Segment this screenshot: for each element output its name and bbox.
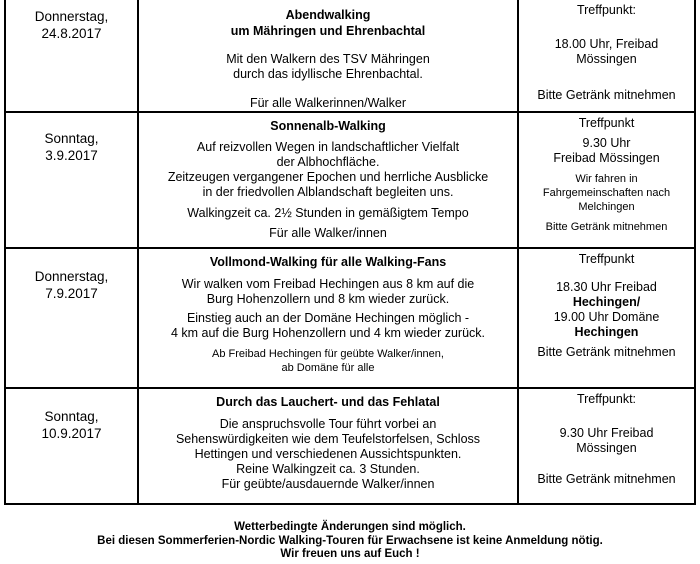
meeting-time-place: Freibad Mössingen	[553, 151, 660, 165]
event-date: 3.9.2017	[45, 148, 98, 163]
meeting-time-place: 18.30 Uhr Freibad	[556, 280, 657, 294]
event-weekday: Sonntag,	[44, 409, 99, 424]
meeting-time-place: 18.00 Uhr, Freibad	[554, 37, 659, 51]
event-description-cell	[138, 388, 518, 504]
meeting-place: Hechingen/	[572, 295, 641, 309]
event-row	[5, 248, 695, 388]
event-date-cell	[5, 388, 138, 504]
drink-note: Bitte Getränk mitnehmen	[537, 88, 676, 102]
event-meeting-cell	[518, 112, 695, 248]
event-row	[5, 112, 695, 248]
event-description: Sehenswürdigkeiten wie dem Teufelstorfelsen, Schloss	[175, 432, 481, 446]
event-title: Durch das Lauchert- und das Fehlatal	[216, 395, 440, 409]
event-audience: ab Domäne für alle	[281, 362, 375, 374]
meeting-time-place: Mössingen	[576, 52, 637, 66]
event-row	[5, 388, 695, 504]
meeting-time-place: 9.30 Uhr Freibad	[559, 426, 654, 440]
event-description: 4 km auf die Burg Hohenzollern und 4 km wieder zurück.	[170, 326, 486, 340]
event-description: Hettingen und verschiedenen Aussichtspunkten.	[194, 447, 462, 461]
event-meeting-cell	[518, 0, 695, 112]
event-title: Vollmond-Walking für alle Walking-Fans	[209, 255, 447, 269]
event-description-cell	[138, 0, 518, 112]
meeting-label: Treffpunkt	[578, 116, 635, 130]
event-description: Einstieg auch an der Domäne Hechingen möglich -	[186, 311, 470, 325]
event-weekday: Donnerstag,	[34, 9, 109, 24]
drink-note: Bitte Getränk mitnehmen	[545, 221, 668, 233]
event-date-cell	[5, 0, 138, 112]
event-duration: Walkingzeit ca. 2½ Stunden in gemäßigtem Tempo	[187, 206, 469, 220]
event-meeting-cell	[518, 248, 695, 388]
event-description: Mit den Walkern des TSV Mähringen	[226, 52, 430, 66]
carpool-note: Wir fahren in	[575, 173, 638, 185]
event-row	[5, 0, 695, 112]
event-audience: Für geübte/ausdauernde Walker/innen	[221, 477, 435, 491]
meeting-time-place: 19.00 Uhr Domäne	[553, 310, 660, 324]
event-description: der Albhochfläche.	[276, 155, 380, 169]
event-audience: Für alle Walker/innen	[269, 226, 387, 240]
footer-line: Wetterbedingte Änderungen sind möglich.	[234, 521, 466, 533]
footer-line: Bei diesen Sommerferien-Nordic Walking-Touren für Erwachsene ist keine Anmeldung nötig.	[97, 534, 603, 547]
event-description: Die anspruchsvolle Tour führt vorbei an	[219, 417, 437, 431]
footer-notice	[0, 521, 700, 562]
event-description: in der friedvollen Alblandschaft begleiten uns.	[202, 185, 454, 199]
event-date-cell	[5, 112, 138, 248]
event-title: Sonnenalb-Walking	[270, 119, 386, 133]
event-meeting-cell	[518, 388, 695, 504]
event-title: Abendwalking	[285, 8, 371, 22]
footer-line: Wir freuen uns auf Euch !	[280, 548, 420, 560]
event-description: durch das idyllische Ehrenbachtal.	[233, 67, 423, 81]
event-description-cell	[138, 248, 518, 388]
event-description: Burg Hohenzollern und 8 km wieder zurück.	[206, 292, 450, 306]
meeting-time-place: 9.30 Uhr	[582, 136, 631, 150]
event-description: Auf reizvollen Wegen in landschaftlicher Vielfalt	[196, 140, 460, 154]
event-date: 24.8.2017	[41, 26, 102, 41]
meeting-label: Treffpunkt:	[576, 392, 637, 406]
event-duration: Reine Walkingzeit ca. 3 Stunden.	[236, 462, 420, 476]
drink-note: Bitte Getränk mitnehmen	[537, 472, 676, 486]
event-date-cell	[5, 248, 138, 388]
event-title: um Mähringen und Ehrenbachtal	[230, 24, 426, 38]
meeting-label: Treffpunkt:	[576, 3, 637, 17]
meeting-place: Hechingen	[574, 325, 639, 339]
event-date: 7.9.2017	[45, 286, 98, 301]
drink-note: Bitte Getränk mitnehmen	[537, 345, 676, 359]
event-description: Wir walken vom Freibad Hechingen aus 8 km auf die	[181, 277, 475, 291]
event-description: Zeitzeugen vergangener Epochen und herrliche Ausblicke	[167, 170, 489, 184]
carpool-note: Melchingen	[578, 201, 635, 213]
meeting-label: Treffpunkt	[578, 252, 635, 266]
event-weekday: Sonntag,	[44, 131, 99, 146]
events-table	[4, 0, 696, 505]
event-audience: Für alle Walkerinnen/Walker	[249, 96, 407, 110]
event-audience: Ab Freibad Hechingen für geübte Walker/innen,	[212, 348, 444, 360]
carpool-note: Fahrgemeinschaften nach	[542, 187, 671, 199]
meeting-time-place: Mössingen	[576, 441, 637, 455]
event-date: 10.9.2017	[41, 426, 102, 441]
event-description-cell	[138, 112, 518, 248]
event-weekday: Donnerstag,	[34, 269, 109, 284]
